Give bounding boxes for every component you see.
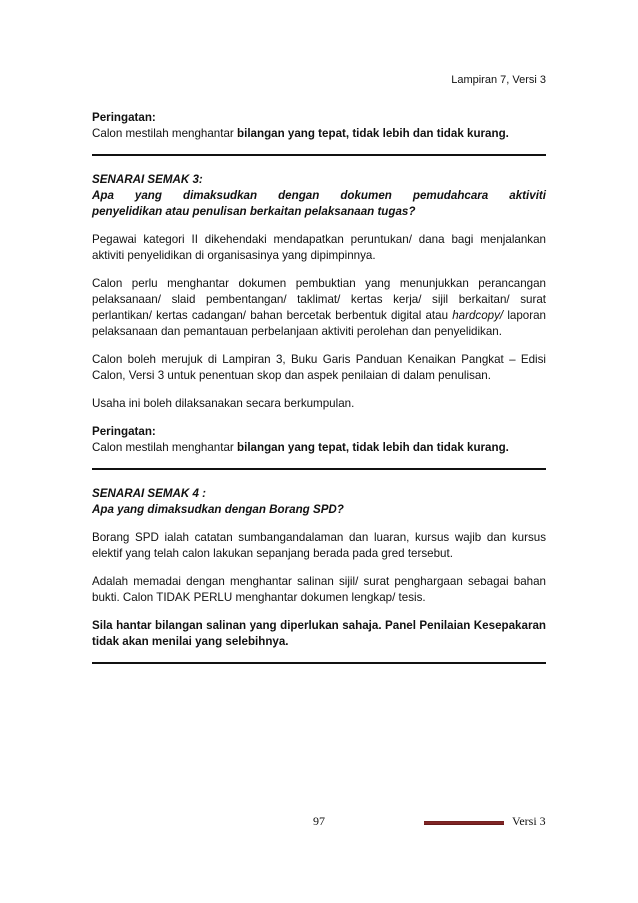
section3-paragraph-1: Pegawai kategori II dikehendaki mendapatkan peruntukan/ dana bagi menjalankan aktiviti penyelidikan di organisasinya yang dipimpinnya. — [92, 233, 546, 262]
section3-paragraph-2-start: Calon perlu menghantar dokumen pembuktian yang menunjukkan perancangan pelaksanaan/ slaid pembentangan/ taklimat/ kertas kerja/ sijil berkaitan/ surat perlantikan/ kertas cadangan/ bahan bercetak berbentuk digital atau — [92, 277, 546, 322]
warning-label: Peringatan: — [92, 111, 156, 124]
section3-paragraph-3: Calon boleh merujuk di Lampiran 3, Buku Garis Panduan Kenaikan Pangkat – Edisi Calon, Versi 3 untuk penentuan skop dan aspek penilaian di dalam penulisan. — [92, 353, 546, 382]
section-divider — [92, 154, 546, 156]
page-content — [92, 110, 546, 680]
warning-text-prefix: Calon mestilah menghantar — [92, 127, 238, 140]
warning-text-bold: bilangan yang tepat, tidak lebih dan tidak kurang. — [237, 127, 509, 140]
footer-version: Versi 3 — [512, 814, 546, 828]
warning-label-2: Peringatan: — [92, 425, 156, 438]
section3-question-line2: penyelidikan atau penulisan berkaitan pelaksanaan tugas? — [92, 205, 416, 218]
page-header: Lampiran 7, Versi 3 — [451, 74, 546, 86]
warning-text — [92, 126, 546, 142]
section3-paragraph-2-italic: hardcopy/ — [452, 309, 504, 322]
section3-paragraph-2 — [92, 276, 546, 340]
warning-text-2-prefix: Calon mestilah menghantar — [92, 441, 238, 454]
section3-title: SENARAI SEMAK 3: — [92, 173, 203, 186]
section4-note: Sila hantar bilangan salinan yang diperlukan sahaja. Panel Penilaian Kesepakaran tidak akan menilai yang selebihnya. — [92, 619, 546, 648]
footer-decorative-bar — [424, 821, 504, 825]
section3-question-line1: Apa yang dimaksudkan dengan dokumen pemudahcara aktiviti — [92, 189, 546, 202]
section4-paragraph-2: Adalah memadai dengan menghantar salinan sijil/ surat penghargaan sebagai bahan bukti. Calon TIDAK PERLU menghantar dokumen lengkap/ tesis. — [92, 575, 546, 604]
section-divider-2 — [92, 468, 546, 470]
warning-text-2-bold: bilangan yang tepat, tidak lebih dan tidak kurang. — [237, 441, 509, 454]
section4-title: SENARAI SEMAK 4 : — [92, 487, 207, 500]
section-divider-3 — [92, 662, 546, 664]
section3-paragraph-4: Usaha ini boleh dilaksanakan secara berkumpulan. — [92, 397, 355, 410]
page-number: 97 — [313, 814, 325, 828]
section4-paragraph-1: Borang SPD ialah catatan sumbangandalaman dan luaran, kursus wajib dan kursus elektif yang telah calon lakukan sepanjang berada pada gred tersebut. — [92, 531, 546, 560]
section3-paragraph-2-end: laporan pelaksanaan dan pemantauan perbelanjaan aktiviti perolehan dan penyelidikan. — [92, 309, 546, 338]
section4-question: Apa yang dimaksudkan dengan Borang SPD? — [92, 503, 344, 516]
warning-text-2 — [92, 440, 546, 456]
